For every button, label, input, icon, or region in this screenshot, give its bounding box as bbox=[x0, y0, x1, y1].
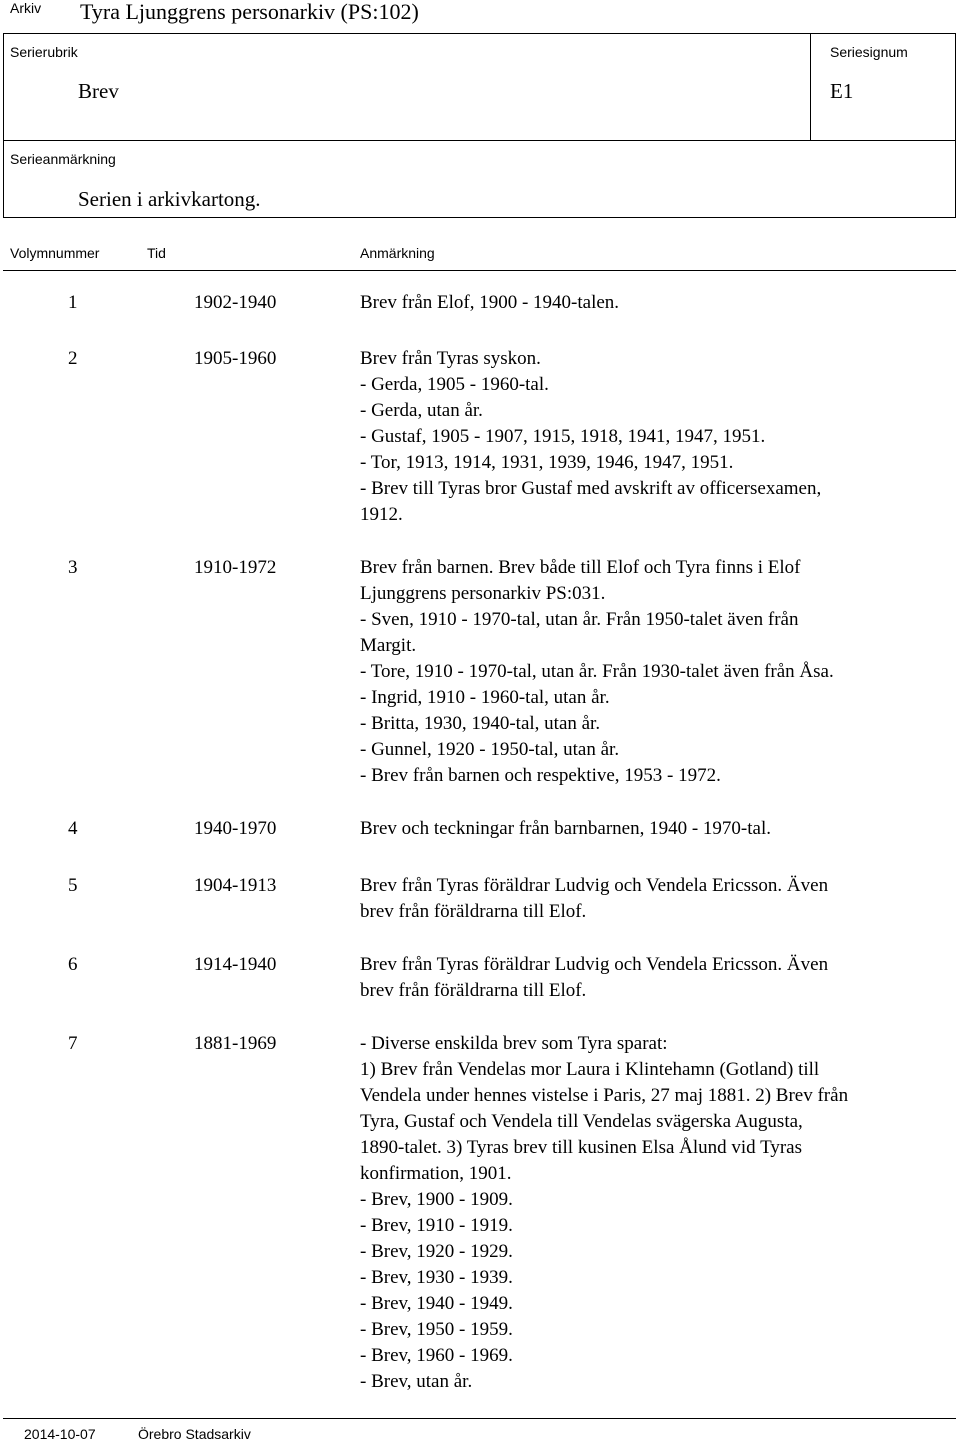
note: Brev och teckningar från barnbarnen, 1940 - 1970-tal. bbox=[360, 818, 771, 839]
seriesignum-label: Seriesignum bbox=[830, 44, 908, 60]
volume-number: 7 bbox=[68, 1033, 78, 1054]
note: Brev från Elof, 1900 - 1940-talen. bbox=[360, 292, 620, 313]
seriesignum-value: E1 bbox=[830, 79, 854, 103]
col-anmarkning: Anmärkning bbox=[360, 245, 435, 261]
serieanmarkning-value: Serien i arkivkartong. bbox=[78, 187, 261, 211]
note: Brev från Tyras föräldrar Ludvig och Vendela Ericsson. Även brev från föräldrarna till Elof. bbox=[360, 875, 829, 922]
time-span: 1910-1972 bbox=[194, 557, 277, 578]
header-divider bbox=[3, 270, 956, 271]
time-span: 1904-1913 bbox=[194, 875, 277, 896]
time-span: 1881-1969 bbox=[194, 1033, 277, 1054]
footer-org: Örebro Stadsarkiv bbox=[138, 1426, 251, 1442]
series-box-hline bbox=[4, 140, 955, 141]
time-span: 1905-1960 bbox=[194, 348, 277, 369]
page-title: Tyra Ljunggrens personarkiv (PS:102) bbox=[80, 0, 419, 24]
arkiv-label: Arkiv bbox=[10, 0, 42, 16]
footer-divider bbox=[3, 1418, 956, 1419]
time-span: 1914-1940 bbox=[194, 954, 277, 975]
note: - Diverse enskilda brev som Tyra sparat: 1) Brev från Vendelas mor Laura i Klintehamn (Gotland) till Vendela under hennes vistelse i Paris, 27 maj 1881. 2) Brev från Tyra, Gustaf och Vendela till Vendelas svägerska Augusta, 1890-talet. 3) Tyras brev till kusinen Elsa Ålund vid Tyras konfirmation, 1901. - Brev, 1900 - 1909. - Brev, 1910 - 1919. - Brev, 1920 - 1929. - Brev, 1930 - 1939. - Brev, 1940 - 1949. - Brev, 1950 - 1959. - Brev, 1960 - 1969. - Brev, utan år. bbox=[360, 1033, 849, 1392]
series-box-divider bbox=[810, 34, 811, 141]
volume-number: 6 bbox=[68, 954, 78, 975]
note: Brev från Tyras syskon. - Gerda, 1905 - 1960-tal. - Gerda, utan år. - Gustaf, 1905 - 1907, 1915, 1918, 1941, 1947, 1951. - Tor, 1913, 1914, 1931, 1939, 1946, 1947, 1951. - Brev till Tyras bror Gustaf med avskrift av officersexamen, 1912. bbox=[360, 348, 822, 525]
time-span: 1940-1970 bbox=[194, 818, 277, 839]
serierubrik-label: Serierubrik bbox=[10, 44, 78, 60]
volume-number: 3 bbox=[68, 557, 78, 578]
time-span: 1902-1940 bbox=[194, 292, 277, 313]
volume-number: 5 bbox=[68, 875, 78, 896]
note: Brev från barnen. Brev både till Elof och Tyra finns i Elof Ljunggrens personarkiv PS:031. - Sven, 1910 - 1970-tal, utan år. Från 1950-talet även från Margit. - Tore, 1910 - 1970-tal, utan år. Från 1930-talet även från Åsa. - Ingrid, 1910 - 1960-tal, utan år. - Britta, 1930, 1940-tal, utan år. - Gunnel, 1920 - 1950-tal, utan år. - Brev från barnen och respektive, 1953 - 1972. bbox=[360, 557, 834, 786]
volume-number: 2 bbox=[68, 348, 78, 369]
col-tid: Tid bbox=[147, 245, 166, 261]
volume-number: 4 bbox=[68, 818, 78, 839]
volume-number: 1 bbox=[68, 292, 78, 313]
footer-date: 2014-10-07 bbox=[24, 1426, 96, 1442]
serieanmarkning-label: Serieanmärkning bbox=[10, 151, 116, 167]
col-volymnummer: Volymnummer bbox=[10, 245, 100, 261]
serierubrik-value: Brev bbox=[78, 79, 119, 103]
note: Brev från Tyras föräldrar Ludvig och Vendela Ericsson. Även brev från föräldrarna till Elof. bbox=[360, 954, 829, 1001]
